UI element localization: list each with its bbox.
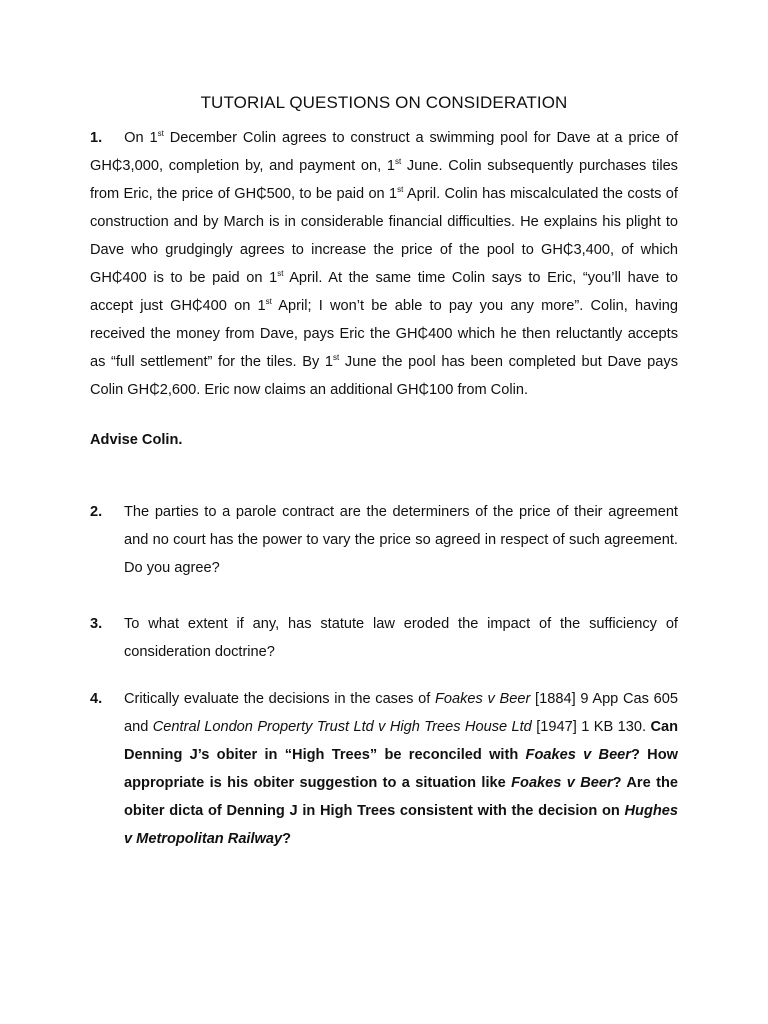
question-text: December Colin agrees to construct a swimming pool for Dave at a price of GH₵3,000, completion by, and payment on, 1 <box>90 130 679 174</box>
question-text: June. Colin subsequently purchases tiles from Eric, the price of GH₵500, to be paid on 1 <box>90 158 678 202</box>
case-name: Foakes v Beer <box>525 747 631 763</box>
ordinal-suffix: st <box>394 157 402 166</box>
case-name: Foakes v Beer <box>434 691 531 707</box>
page-title: TUTORIAL QUESTIONS ON CONSIDERATION <box>200 93 568 112</box>
ordinal-suffix: st <box>333 353 340 362</box>
question-number: 2. <box>90 504 103 520</box>
ordinal-suffix: st <box>277 269 284 278</box>
question-body <box>124 685 678 853</box>
bold-question-text: ? Are the obiter dicta of Denning J in High Trees consistent with the decision on <box>124 775 678 819</box>
ordinal-suffix: st <box>397 185 404 194</box>
question-text: June the pool has been completed but Dave pays Colin GH₵2,600. Eric now claims an additional GH₵100 from Colin. <box>90 354 679 398</box>
question-text: To what extent if any, has statute law eroded the impact of the sufficiency of consideration doctrine? <box>124 616 678 660</box>
question-text: April. At the same time Colin says to Eric, “you’ll have to accept just GH₵400 on 1 <box>90 270 678 314</box>
question-text: The parties to a parole contract are the determiners of the price of their agreement and no court has the power to vary the price so agreed in respect of such agreement. Do you agree? <box>124 504 678 576</box>
question-text: April; I won’t be able to pay you any more”. Colin, having received the money from Dave, pays Eric the GH₵400 which he then reluctantly accepts as “full settlement” for the tiles. By 1 <box>90 298 678 370</box>
question-text: [1884] 9 App Cas 605 and <box>124 691 678 735</box>
case-name: Foakes v Beer <box>511 775 613 791</box>
ordinal-suffix: st <box>157 129 164 138</box>
advise-instruction: Advise Colin. <box>90 432 183 448</box>
question-1 <box>90 124 678 404</box>
bold-question-text: Can Denning J’s obiter in “High Trees” be reconciled with <box>124 719 679 763</box>
question-text: Critically evaluate the decisions in the cases of <box>124 691 435 707</box>
question-2 <box>90 498 678 582</box>
bold-question-text: ? How appropriate is his obiter suggestion to a situation like <box>124 747 678 791</box>
case-name: Hughes v Metropolitan Railway <box>124 803 678 847</box>
question-3 <box>90 610 678 666</box>
ordinal-suffix: st <box>265 297 272 306</box>
case-name: Central London Property Trust Ltd v High Trees House Ltd <box>152 719 532 735</box>
question-text: On 1 <box>124 130 158 146</box>
bold-question-text: ? <box>282 831 292 847</box>
question-number: 1. <box>90 130 103 146</box>
question-4 <box>90 685 678 853</box>
question-text: April. Colin has miscalculated the costs of construction and by March is in considerable financial difficulties. He explains his plight to Dave who grudgingly agrees to increase the price of the pool to GH₵3,400, of which GH₵400 is to be paid on 1 <box>90 186 678 286</box>
question-text: [1947] 1 KB 130. <box>531 719 651 735</box>
question-number: 3. <box>90 616 103 632</box>
question-number: 4. <box>90 691 103 707</box>
